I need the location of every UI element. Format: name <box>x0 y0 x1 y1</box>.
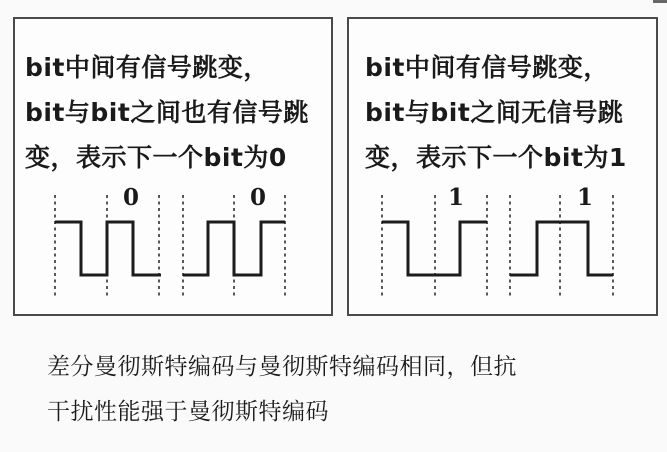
rule-text-line: bit中间有信号跳变， <box>365 53 609 82</box>
bit-value-label: 0 <box>122 184 140 211</box>
rule-text-bit1 <box>365 45 627 180</box>
bit-value-label: 1 <box>447 184 465 211</box>
encoding-rule-panel-bit1 <box>347 17 658 316</box>
rule-text-line: 变，表示下一个bit为1 <box>365 143 627 172</box>
caption-line: 差分曼彻斯特编码与曼彻斯特编码相同，但抗 <box>47 354 517 379</box>
rule-text-line: bit与bit之间也有信号跳 <box>25 98 309 127</box>
rule-text-bit0 <box>25 45 309 180</box>
bit-value-label: 0 <box>249 184 267 211</box>
rule-text-line: bit与bit之间无信号跳 <box>365 98 624 127</box>
corner-artifact <box>653 0 667 3</box>
encoding-rule-panel-bit0 <box>13 17 333 316</box>
rule-text-line: bit中间有信号跳变， <box>25 53 269 82</box>
bit-value-label: 1 <box>576 184 594 211</box>
caption-line: 干扰性能强于曼彻斯特编码 <box>47 399 329 424</box>
slide-caption <box>47 344 517 434</box>
rule-text-line: 变，表示下一个bit为0 <box>25 143 287 172</box>
